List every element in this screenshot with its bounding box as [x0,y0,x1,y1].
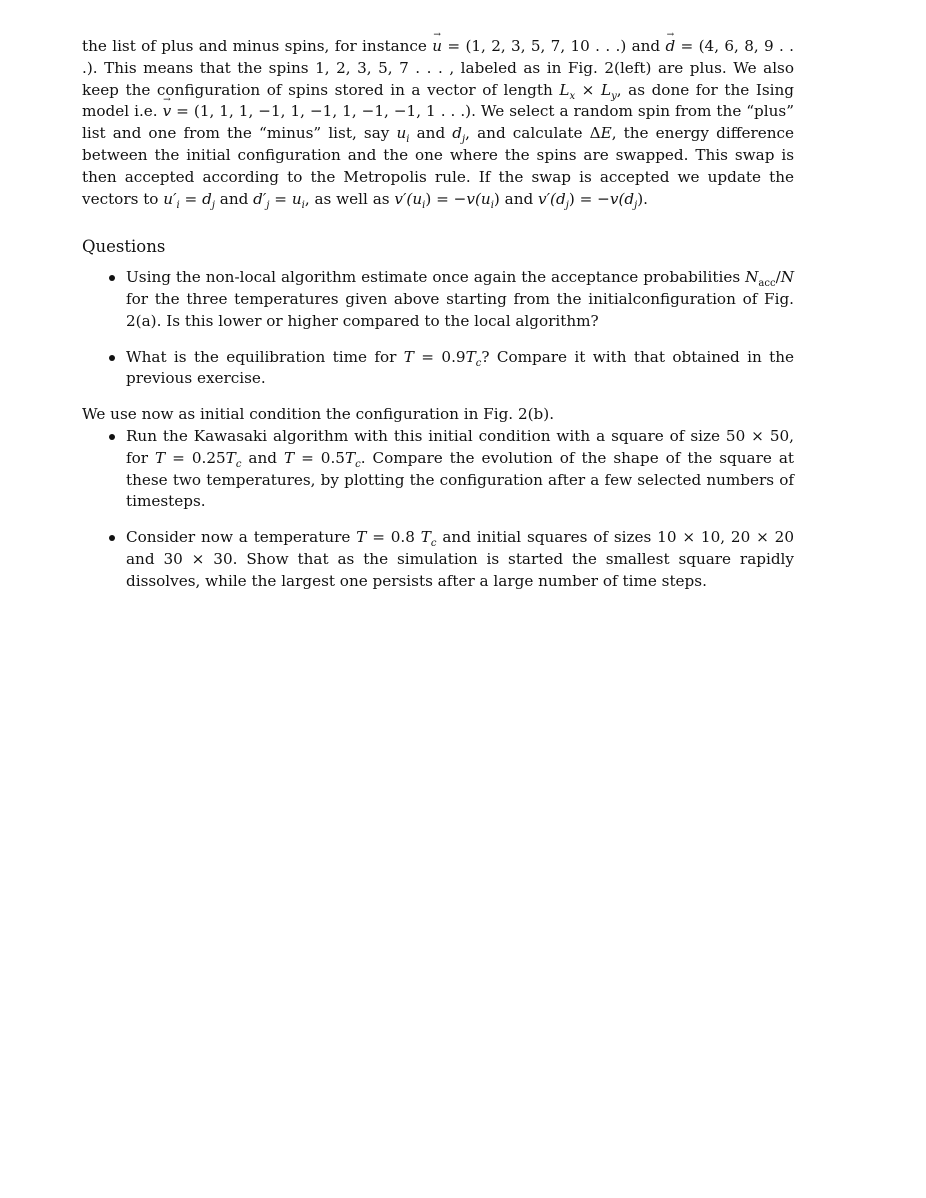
vector-d: d → [665,36,675,58]
math-var: v′(d [538,189,566,208]
text: , the energy difference between the initial configuration and the one where the spins are swapped. This swap is then accepted according to the Metropolis rule. If the swap is accepted we update the vectors to [82,124,795,208]
text: ) and [493,189,539,208]
text: = (1, 1, 1, −1, 1, −1, 1, −1, −1, 1 . . .). We select a random spin from the “plus” list and one from the “minus” list, say [82,102,794,143]
math-sub: i [176,199,180,211]
math-var: u [396,124,407,143]
text: What is the equilibration time for [126,347,404,366]
text: for the three temperatures given above starting from the initialconfiguration of Fig. 2(a). Is this lower or higher compared to the local algorithm? [126,289,794,330]
math-sub: j [211,199,215,211]
math-var: T [155,448,166,467]
math-var: d [452,124,463,143]
text: , and calculate Δ [465,124,601,143]
text: / [775,268,781,287]
text: = (4, 6, 8, 9 . . .). This means that the spins 1, 2, 3, 5, 7 . . . , labeled as in Fig. 2(left) are plus. We also keep the configuration of spins stored in a vector of length [82,37,795,99]
text: = [179,189,203,208]
math-sub: acc [758,278,776,290]
math-sub: j [565,199,569,211]
text: Using the non-local algorithm estimate once again the acceptance probabilities [126,268,746,287]
question-item-2 [82,347,794,391]
question-list [82,267,794,390]
text: ) = − [425,189,467,208]
math-sub: x [569,90,576,102]
section-heading-questions: Questions [82,237,166,257]
math-var: T [356,528,367,547]
math-sub: j [266,199,270,211]
math-var: u [291,189,302,208]
text: = 0.5 [294,448,345,467]
math-sub: c [355,458,361,470]
math-var: T [344,448,356,467]
text: = 0.8 [366,528,421,547]
text: , as well as [304,189,395,208]
question-list-2 [82,426,794,593]
text: ) = − [568,189,610,208]
math-var: u′ [163,189,177,208]
math-sub: i [422,199,426,211]
math-var: T [403,347,414,366]
text: . Compare the evolution of the shape of the square at these two temperatures, by plotting the configuration after a few selected numbers of timesteps. [126,448,794,511]
text: ). [637,189,648,208]
text: the list of plus and minus spins, for instance [82,37,433,55]
text: and [241,448,284,467]
middle-paragraph: We use now as initial condition the configuration in Fig. 2(b). [82,405,555,424]
math-sub: i [490,199,494,211]
math-sub: i [301,199,305,211]
text: , as done for the Ising model i.e. [82,80,794,121]
text: = 0.9 [413,347,466,366]
math-var: T [283,448,295,467]
math-var: v(d [609,189,635,208]
math-var: E [600,124,612,143]
math-sub: j [634,199,638,211]
text: Run the Kawasaki algorithm with this initial condition with a square of size 50 × 50, for [126,426,794,467]
text: Consider now a temperature [126,528,357,547]
math-var: d [202,189,212,208]
math-sub: y [611,90,617,102]
math-var: T [225,448,236,467]
text: = [269,189,292,208]
text: = 0.25 [165,448,226,467]
math-sub: i [406,134,410,146]
math-var: L [559,80,570,99]
math-sub: c [235,458,242,470]
math-sub: c [430,538,437,550]
vector-u: u → [432,36,442,58]
math-var: L [601,80,612,99]
vector-v: v → [163,101,172,123]
math-var: v′(u [394,189,423,208]
math-var: N [745,268,759,287]
text: and initial squares of sizes 10 × 10, 20 × 20 and 30 × 30. Show that as the simulation is started the smallest square rapidly dissolves, while the largest one persists after a large number of time steps. [126,528,794,590]
question-item-3 [82,426,794,513]
text: and [214,189,254,208]
intro-paragraph [82,36,794,210]
text: and [409,124,453,143]
text: × [575,80,601,99]
math-var: T [465,347,476,366]
math-var: T [420,528,431,547]
math-var: v(u [466,189,491,208]
text: ? Compare it with that obtained in the previous exercise. [126,347,794,388]
math-sub: j [462,134,466,146]
math-sub: c [475,357,482,369]
question-item-4 [82,527,794,592]
math-var: d′ [253,189,267,208]
text: = (1, 2, 3, 5, 7, 10 . . .) and [442,37,666,55]
document-page [82,36,794,607]
question-item-1 [82,267,794,332]
math-var: N [780,268,794,287]
